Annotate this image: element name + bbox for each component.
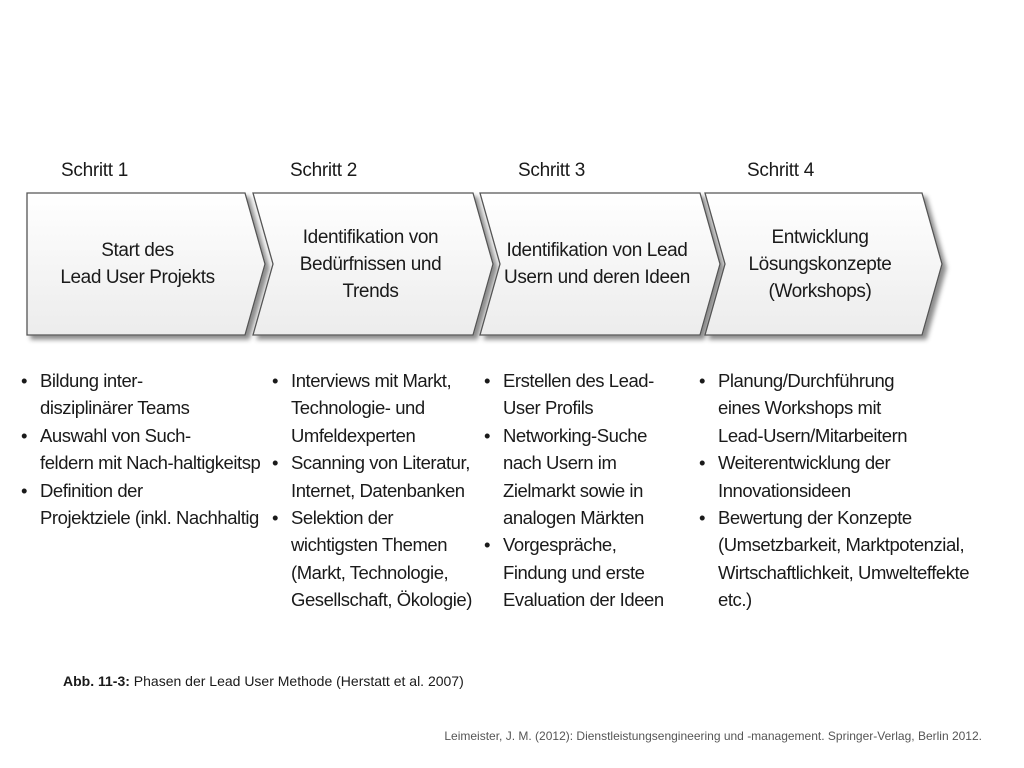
step-label-1: Schritt 1: [61, 160, 128, 181]
list-item: • Bildung inter- disziplinärer Teams: [21, 367, 261, 422]
step-label-2: Schritt 2: [290, 160, 357, 181]
figure-caption-text: Phasen der Lead User Methode (Herstatt et al. 2007): [129, 673, 464, 689]
bullet-list-step-4: [699, 367, 969, 614]
step-title-1: Start des Lead User Projekts: [60, 240, 215, 288]
list-item: • Erstellen des Lead- User Profils: [484, 367, 664, 422]
list-item: • Planung/Durchführung eines Workshops mit Lead-Usern/Mitarbeitern: [699, 367, 969, 449]
list-item: • Definition der Projektziele (inkl. Nachhaltig: [21, 477, 261, 532]
list-item: • Weiterentwicklung der Innovationsideen: [699, 449, 969, 504]
list-item: • Networking-Suche nach Usern im Zielmarkt sowie in analogen Märkten: [484, 422, 664, 532]
step-label-3: Schritt 3: [518, 160, 585, 181]
figure-caption: [63, 673, 464, 689]
step-title-4: Entwicklung Lösungskonzepte (Workshops): [748, 226, 892, 302]
list-item: • Auswahl von Such- feldern mit Nach-haltigkeitsp: [21, 422, 261, 477]
bullet-list-step-2: [272, 367, 472, 614]
bullet-list-step-1: [21, 367, 261, 531]
step-title-3: Identifikation von Lead Usern und deren Ideen: [504, 240, 690, 288]
list-item: • Scanning von Literatur, Internet, Datenbanken: [272, 449, 472, 504]
list-item: • Bewertung der Konzepte (Umsetzbarkeit, Marktpotenzial, Wirtschaftlichkeit, Umwelteffekte etc.): [699, 504, 969, 614]
list-item: • Selektion der wichtigsten Themen (Markt, Technologie, Gesellschaft, Ökologie): [272, 504, 472, 614]
list-item: • Vorgespräche, Findung und erste Evaluation der Ideen: [484, 531, 664, 613]
source-citation: Leimeister, J. M. (2012): Dienstleistungsengineering und -management. Springer-Verlag, Berlin 2012.: [444, 729, 982, 743]
step-label-4: Schritt 4: [747, 160, 814, 181]
figure-number: Abb. 11-3:: [63, 673, 130, 689]
bullet-list-step-3: [484, 367, 664, 614]
step-title-2: Identifikation von Bedürfnissen und Trends: [299, 226, 442, 302]
list-item: • Interviews mit Markt, Technologie- und Umfeldexperten: [272, 367, 472, 449]
